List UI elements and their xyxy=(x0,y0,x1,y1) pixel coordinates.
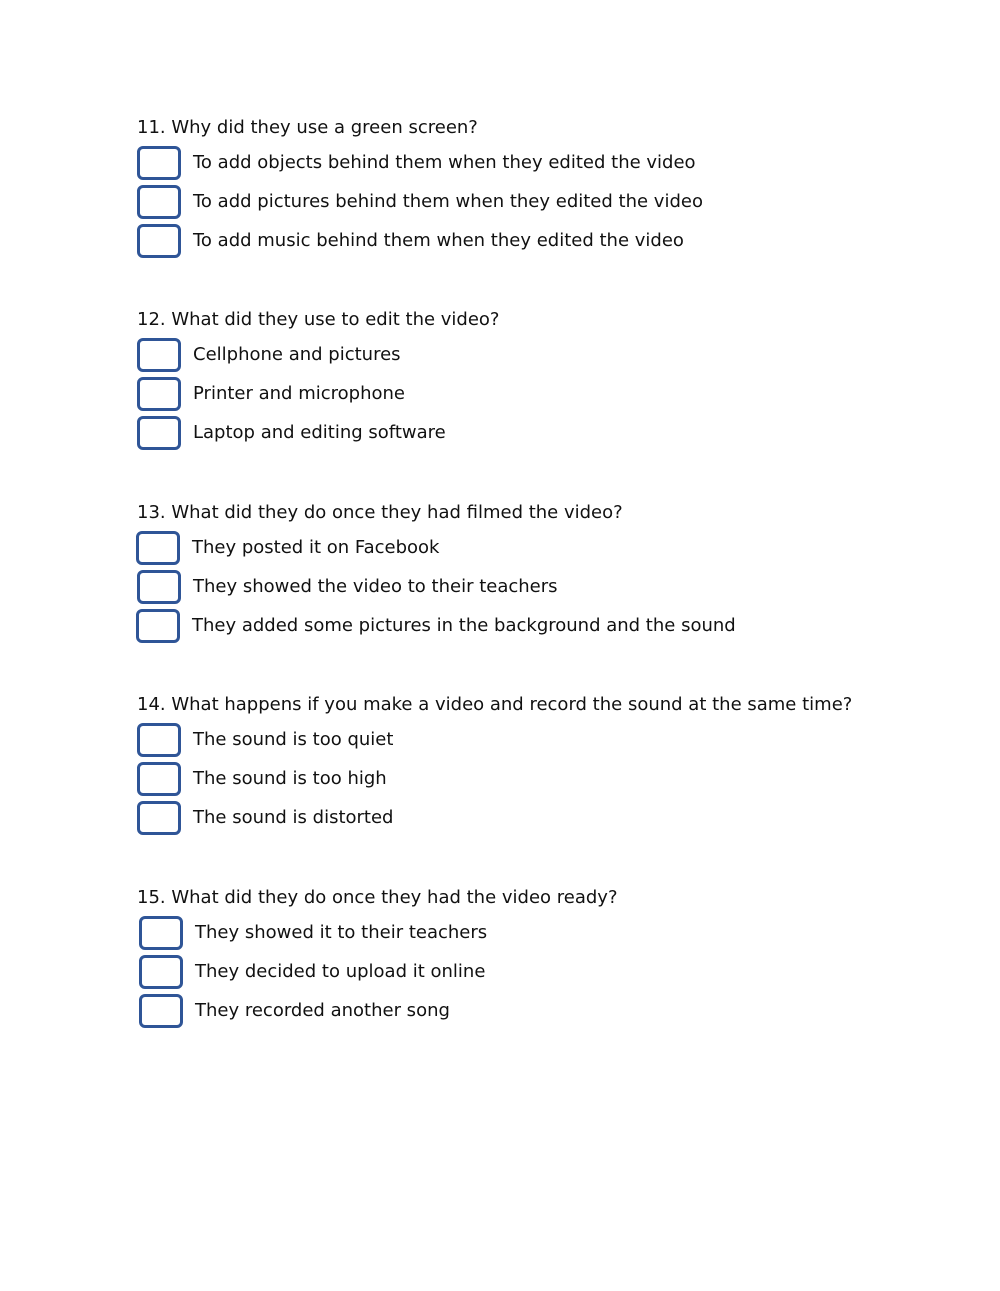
question-text: 13. What did they do once they had filmed the video? xyxy=(137,502,623,523)
question-12 xyxy=(137,308,957,452)
option-label: Printer and microphone xyxy=(193,383,405,405)
question-13 xyxy=(137,501,957,645)
option-label: They added some pictures in the background and the sound xyxy=(192,614,736,636)
option-row xyxy=(137,183,957,222)
question-15 xyxy=(137,886,957,1030)
answer-checkbox[interactable] xyxy=(139,994,183,1028)
option-row xyxy=(137,568,957,607)
answer-checkbox[interactable] xyxy=(139,955,183,989)
options-list xyxy=(137,529,957,645)
option-row xyxy=(137,221,957,260)
question-14 xyxy=(137,693,957,837)
option-row xyxy=(137,798,957,837)
option-label: To add objects behind them when they edited the video xyxy=(193,152,696,174)
option-label: Laptop and editing software xyxy=(193,421,446,443)
answer-checkbox[interactable] xyxy=(139,916,183,950)
question-text: 11. Why did they use a green screen? xyxy=(137,117,478,138)
options-list xyxy=(137,721,957,837)
option-row xyxy=(137,721,957,760)
option-row xyxy=(137,953,957,992)
question-text: 15. What did they do once they had the video ready? xyxy=(137,887,618,908)
option-row xyxy=(137,606,957,645)
answer-checkbox[interactable] xyxy=(137,723,181,757)
options-list xyxy=(137,336,957,452)
answer-checkbox[interactable] xyxy=(137,416,181,450)
option-label: They recorded another song xyxy=(195,999,450,1021)
answer-checkbox[interactable] xyxy=(136,609,180,643)
option-row xyxy=(137,529,957,568)
answer-checkbox[interactable] xyxy=(137,801,181,835)
answer-checkbox[interactable] xyxy=(137,146,181,180)
answer-checkbox[interactable] xyxy=(137,377,181,411)
option-label: They showed it to their teachers xyxy=(195,922,488,944)
option-row xyxy=(137,991,957,1030)
option-label: They decided to upload it online xyxy=(195,961,486,983)
answer-checkbox[interactable] xyxy=(137,185,181,219)
option-row xyxy=(137,144,957,183)
option-label: The sound is too quiet xyxy=(193,729,394,751)
option-row xyxy=(137,375,957,414)
answer-checkbox[interactable] xyxy=(137,338,181,372)
option-label: To add pictures behind them when they edited the video xyxy=(193,191,703,213)
question-text: 14. What happens if you make a video and record the sound at the same time? xyxy=(137,694,853,715)
option-row xyxy=(137,760,957,799)
question-text: 12. What did they use to edit the video? xyxy=(137,309,500,330)
option-row xyxy=(137,336,957,375)
answer-checkbox[interactable] xyxy=(137,224,181,258)
option-label: Cellphone and pictures xyxy=(193,344,401,366)
option-label: They showed the video to their teachers xyxy=(193,576,558,598)
option-label: To add music behind them when they edited the video xyxy=(193,229,684,251)
option-row xyxy=(137,914,957,953)
options-list xyxy=(137,914,957,1030)
option-label: The sound is distorted xyxy=(193,806,394,828)
answer-checkbox[interactable] xyxy=(137,762,181,796)
options-list xyxy=(137,144,957,260)
option-label: They posted it on Facebook xyxy=(192,537,440,559)
question-11 xyxy=(137,116,957,260)
answer-checkbox[interactable] xyxy=(136,531,180,565)
option-label: The sound is too high xyxy=(193,768,387,790)
option-row xyxy=(137,413,957,452)
answer-checkbox[interactable] xyxy=(137,570,181,604)
